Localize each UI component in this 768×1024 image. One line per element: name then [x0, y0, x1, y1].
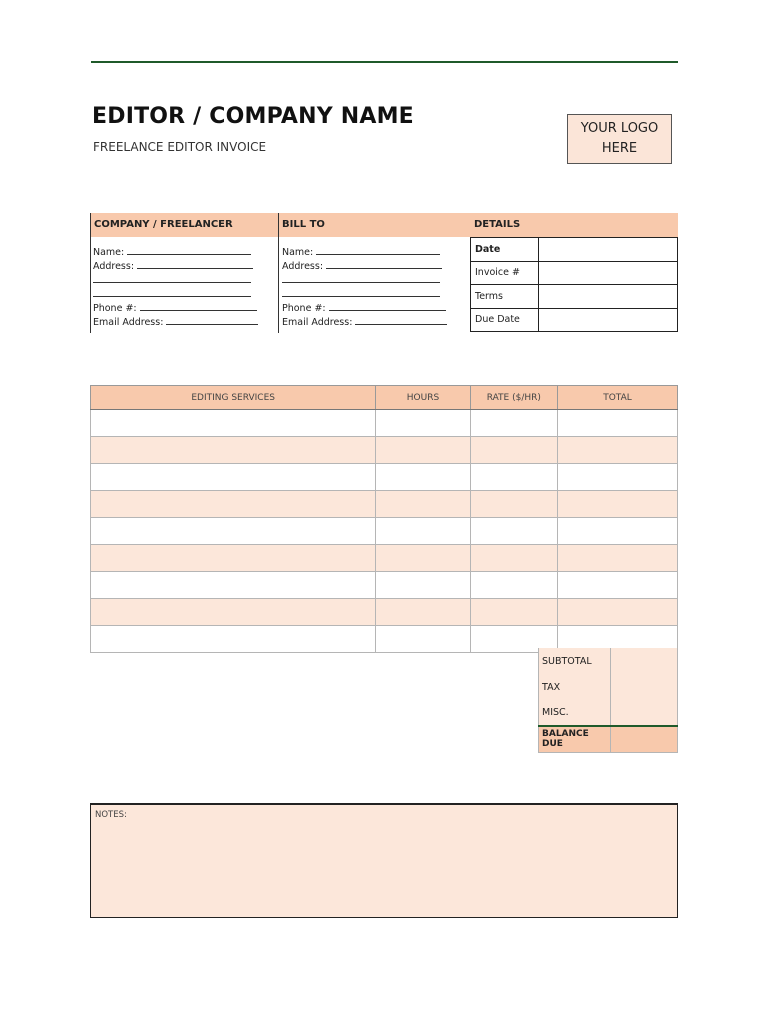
info-left-border [90, 213, 91, 333]
table-row [91, 545, 678, 572]
table-row [91, 464, 678, 491]
bill-to-address-line3[interactable] [282, 286, 447, 300]
rate-cell[interactable] [470, 518, 557, 545]
details-row-terms [471, 285, 678, 309]
company-phone-field[interactable]: Phone #: [93, 300, 258, 314]
rate-cell[interactable] [470, 599, 557, 626]
misc-row [539, 700, 678, 726]
hours-cell[interactable] [376, 545, 470, 572]
details-row-invoice [471, 261, 678, 285]
col-hours: HOURS [376, 386, 470, 410]
hours-cell[interactable] [376, 599, 470, 626]
details-table [470, 237, 678, 332]
company-name-field[interactable]: Name: [93, 244, 258, 258]
table-row [91, 599, 678, 626]
table-row [91, 518, 678, 545]
service-cell[interactable] [91, 491, 376, 518]
misc-label: MISC. [539, 700, 611, 726]
totals-table [538, 648, 678, 753]
rate-cell[interactable] [470, 437, 557, 464]
company-freelancer-heading: COMPANY / FREELANCER [94, 219, 233, 230]
total-cell[interactable] [557, 599, 677, 626]
total-cell[interactable] [557, 410, 677, 437]
rate-cell[interactable] [470, 572, 557, 599]
total-cell[interactable] [557, 464, 677, 491]
hours-cell[interactable] [376, 518, 470, 545]
total-cell[interactable] [557, 518, 677, 545]
service-cell[interactable] [91, 545, 376, 572]
info-divider-1 [278, 213, 279, 333]
col-editing-services: EDITING SERVICES [91, 386, 376, 410]
total-cell[interactable] [557, 572, 677, 599]
services-table [90, 385, 678, 653]
details-row-due-date [471, 308, 678, 332]
total-cell[interactable] [557, 545, 677, 572]
col-total: TOTAL [557, 386, 677, 410]
info-header-band [90, 213, 678, 237]
subtotal-row [539, 648, 678, 674]
details-row-date [471, 238, 678, 262]
services-header-row [91, 386, 678, 410]
service-cell[interactable] [91, 437, 376, 464]
due-date-label: Due Date [471, 308, 539, 332]
rate-cell[interactable] [470, 545, 557, 572]
tax-label: TAX [539, 674, 611, 700]
table-row [91, 410, 678, 437]
hours-cell[interactable] [376, 410, 470, 437]
balance-due-label: BALANCE DUE [539, 726, 611, 752]
service-cell[interactable] [91, 599, 376, 626]
hours-cell[interactable] [376, 626, 470, 653]
tax-value[interactable] [611, 674, 678, 700]
subtotal-value[interactable] [611, 648, 678, 674]
invoice-number-value[interactable] [539, 261, 678, 285]
top-rule [91, 61, 678, 63]
details-heading: DETAILS [474, 219, 521, 230]
services-body [91, 410, 678, 653]
total-cell[interactable] [557, 437, 677, 464]
terms-value[interactable] [539, 285, 678, 309]
company-address-line3[interactable] [93, 286, 258, 300]
bill-to-fields [282, 244, 447, 328]
company-address-line2[interactable] [93, 272, 258, 286]
tax-row [539, 674, 678, 700]
table-row [91, 572, 678, 599]
total-cell[interactable] [557, 491, 677, 518]
hours-cell[interactable] [376, 491, 470, 518]
service-cell[interactable] [91, 626, 376, 653]
service-cell[interactable] [91, 464, 376, 491]
balance-due-row [539, 726, 678, 752]
bill-to-address-line2[interactable] [282, 272, 447, 286]
logo-text-line2: HERE [601, 141, 638, 156]
bill-to-address-field[interactable]: Address: [282, 258, 447, 272]
bill-to-heading: BILL TO [282, 219, 325, 230]
misc-value[interactable] [611, 700, 678, 726]
bill-to-name-field[interactable]: Name: [282, 244, 447, 258]
service-cell[interactable] [91, 410, 376, 437]
bill-to-email-field[interactable]: Email Address: [282, 314, 447, 328]
rate-cell[interactable] [470, 464, 557, 491]
notes-label: NOTES: [95, 810, 127, 820]
company-address-field[interactable]: Address: [93, 258, 258, 272]
invoice-subtitle[interactable]: FREELANCE EDITOR INVOICE [93, 140, 267, 154]
company-fields [93, 244, 258, 328]
logo-placeholder[interactable] [567, 114, 672, 164]
service-cell[interactable] [91, 572, 376, 599]
hours-cell[interactable] [376, 464, 470, 491]
due-date-value[interactable] [539, 308, 678, 332]
table-row [91, 491, 678, 518]
logo-text-line1: YOUR LOGO [580, 121, 659, 136]
rate-cell[interactable] [470, 410, 557, 437]
notes-box[interactable] [90, 803, 678, 918]
company-email-field[interactable]: Email Address: [93, 314, 258, 328]
date-label: Date [471, 238, 539, 262]
balance-due-value[interactable] [611, 726, 678, 752]
date-value[interactable] [539, 238, 678, 262]
bill-to-phone-field[interactable]: Phone #: [282, 300, 447, 314]
invoice-number-label: Invoice # [471, 261, 539, 285]
subtotal-label: SUBTOTAL [539, 648, 611, 674]
hours-cell[interactable] [376, 437, 470, 464]
table-row [91, 437, 678, 464]
rate-cell[interactable] [470, 491, 557, 518]
col-rate: RATE ($/HR) [470, 386, 557, 410]
hours-cell[interactable] [376, 572, 470, 599]
terms-label: Terms [471, 285, 539, 309]
company-name[interactable]: EDITOR / COMPANY NAME [92, 104, 414, 129]
service-cell[interactable] [91, 518, 376, 545]
